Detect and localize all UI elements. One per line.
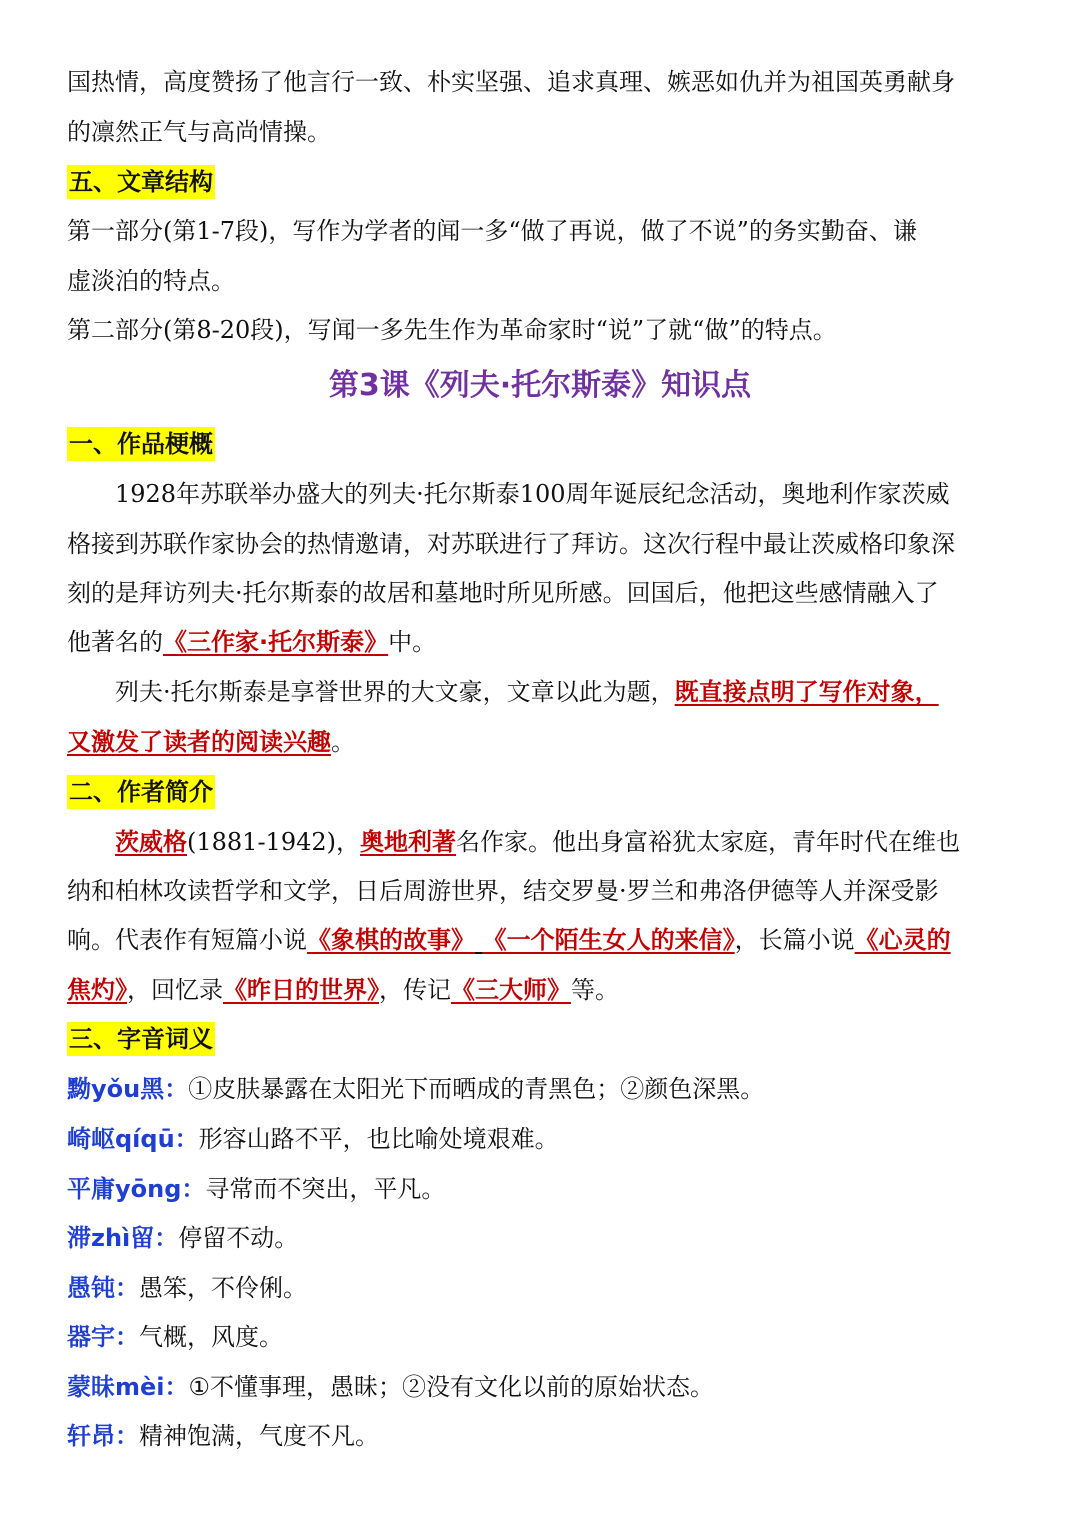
vocab-definition: 停留不动。 xyxy=(178,1224,299,1252)
work-letter-unknown-woman: 《一个陌生女人的来信》 xyxy=(482,926,735,954)
vocab-item xyxy=(67,1319,1014,1355)
vocab-definition: 形容山路不平，也比喻处境艰难。 xyxy=(198,1125,559,1153)
author-line-3-mid: ，长篇小说 xyxy=(734,926,855,954)
overview-line-1: 1928年苏联举办盛大的列夫·托尔斯泰100周年诞辰纪念活动，奥地利作家茨威 xyxy=(115,480,950,508)
overview-line-6-end: 。 xyxy=(331,728,355,756)
author-line-4-mid-2: ，传记 xyxy=(379,976,451,1004)
author-nationality: 奥地利著 xyxy=(360,828,456,856)
author-line-4 xyxy=(67,972,1014,1008)
work-three-masters: 《三大师》 xyxy=(451,976,571,1004)
vocab-definition: 气概，风度。 xyxy=(139,1323,283,1351)
author-name: 茨威格 xyxy=(115,828,187,856)
work-beware-of-pity-part1: 《心灵的 xyxy=(854,926,951,954)
author-line-1 xyxy=(115,824,1014,860)
structure-part1-line-2: 虚淡泊的特点。 xyxy=(67,267,235,295)
work-chess-story: 《象棋的故事》 xyxy=(307,926,475,954)
title-effect-emphasis-2: 又激发了读者的阅读兴趣 xyxy=(67,728,331,756)
vocab-item xyxy=(67,1418,1014,1454)
vocab-term: 蒙昧mèi： xyxy=(67,1373,189,1401)
author-line-4-mid-1: ，回忆录 xyxy=(127,976,223,1004)
vocab-item xyxy=(67,1121,1014,1157)
intro-line-2: 的凛然正气与高尚情操。 xyxy=(67,118,331,146)
vocab-term: 器宇： xyxy=(67,1323,139,1351)
vocab-definition: 愚笨，不伶俐。 xyxy=(139,1274,307,1302)
overview-line-5 xyxy=(115,674,1014,710)
author-line-3 xyxy=(67,922,1014,958)
overview-line-4 xyxy=(67,624,1014,660)
vocab-item xyxy=(67,1220,1014,1256)
overview-line-4-end: 中。 xyxy=(388,628,437,656)
work-world-of-yesterday: 《昨日的世界》 xyxy=(223,976,379,1004)
vocab-term: 愚钝： xyxy=(67,1274,139,1302)
section-heading-overview: 一、作品梗概 xyxy=(67,427,215,461)
overview-line-6 xyxy=(67,724,1014,760)
vocab-definition: 精神饱满，气度不凡。 xyxy=(139,1422,379,1450)
vocab-definition: 寻常而不突出，平凡。 xyxy=(205,1175,446,1203)
vocab-item xyxy=(67,1171,1014,1207)
lesson-title: 第3课《列夫·托尔斯泰》知识点 xyxy=(328,368,752,403)
vocab-definition: ①不懂事理，愚昧；②没有文化以前的原始状态。 xyxy=(188,1373,715,1401)
author-line-3-text: 响。代表作有短篇小说 xyxy=(67,926,307,954)
vocab-term: 轩昂： xyxy=(67,1422,139,1450)
overview-line-2: 格接到苏联作家协会的热情邀请，对苏联进行了拜访。这次行程中最让茨威格印象深 xyxy=(67,530,955,558)
vocab-definition: ①皮肤暴露在太阳光下而晒成的青黑色；②颜色深黑。 xyxy=(188,1075,765,1103)
overview-line-3: 刻的是拜访列夫·托尔斯泰的故居和墓地时所见所感。回国后，他把这些感情融入了 xyxy=(67,579,939,607)
structure-part2: 第二部分(第8-20段)，写闻一多先生作为革命家时“说”了就“做”的特点。 xyxy=(67,316,837,344)
vocab-term: 黝yǒu黑： xyxy=(67,1075,189,1103)
author-line-1-text: 名作家。他出身富裕犹太家庭，青年时代在维也 xyxy=(456,828,960,856)
overview-line-4-text: 他著名的 xyxy=(67,628,163,656)
section-heading-structure: 五、文章结构 xyxy=(67,165,215,199)
overview-line-5-text: 列夫·托尔斯泰是享誉世界的大文豪，文章以此为题， xyxy=(115,678,675,706)
author-years: (1881-1942)， xyxy=(187,828,360,856)
vocab-term: 平庸yōng： xyxy=(67,1175,206,1203)
section-heading-author: 二、作者简介 xyxy=(67,775,215,809)
section-heading-vocabulary: 三、字音词义 xyxy=(67,1022,215,1056)
vocab-item xyxy=(67,1071,1014,1107)
vocab-term: 滞zhì留： xyxy=(67,1224,179,1252)
title-effect-emphasis-1: 既直接点明了写作对象， xyxy=(674,678,939,706)
vocab-item xyxy=(67,1270,1014,1306)
work-beware-of-pity-part2: 焦灼》 xyxy=(67,976,127,1004)
author-line-2: 纳和柏林攻读哲学和文学，日后周游世界，结交罗曼·罗兰和弗洛伊德等人并深受影 xyxy=(67,877,939,905)
structure-part1-line-1: 第一部分(第1-7段)，写作为学者的闻一多“做了再说，做了不说”的务实勤奋、谦 xyxy=(67,217,917,245)
author-line-4-end: 等。 xyxy=(571,976,619,1004)
vocab-item xyxy=(67,1369,1014,1405)
intro-line-1: 国热情，高度赞扬了他言行一致、朴实坚强、追求真理、嫉恶如仇并为祖国英勇献身 xyxy=(67,68,955,96)
work-title-three-writers: 《三作家·托尔斯泰》 xyxy=(163,628,389,656)
vocab-term: 崎岖qíqū： xyxy=(67,1125,199,1153)
